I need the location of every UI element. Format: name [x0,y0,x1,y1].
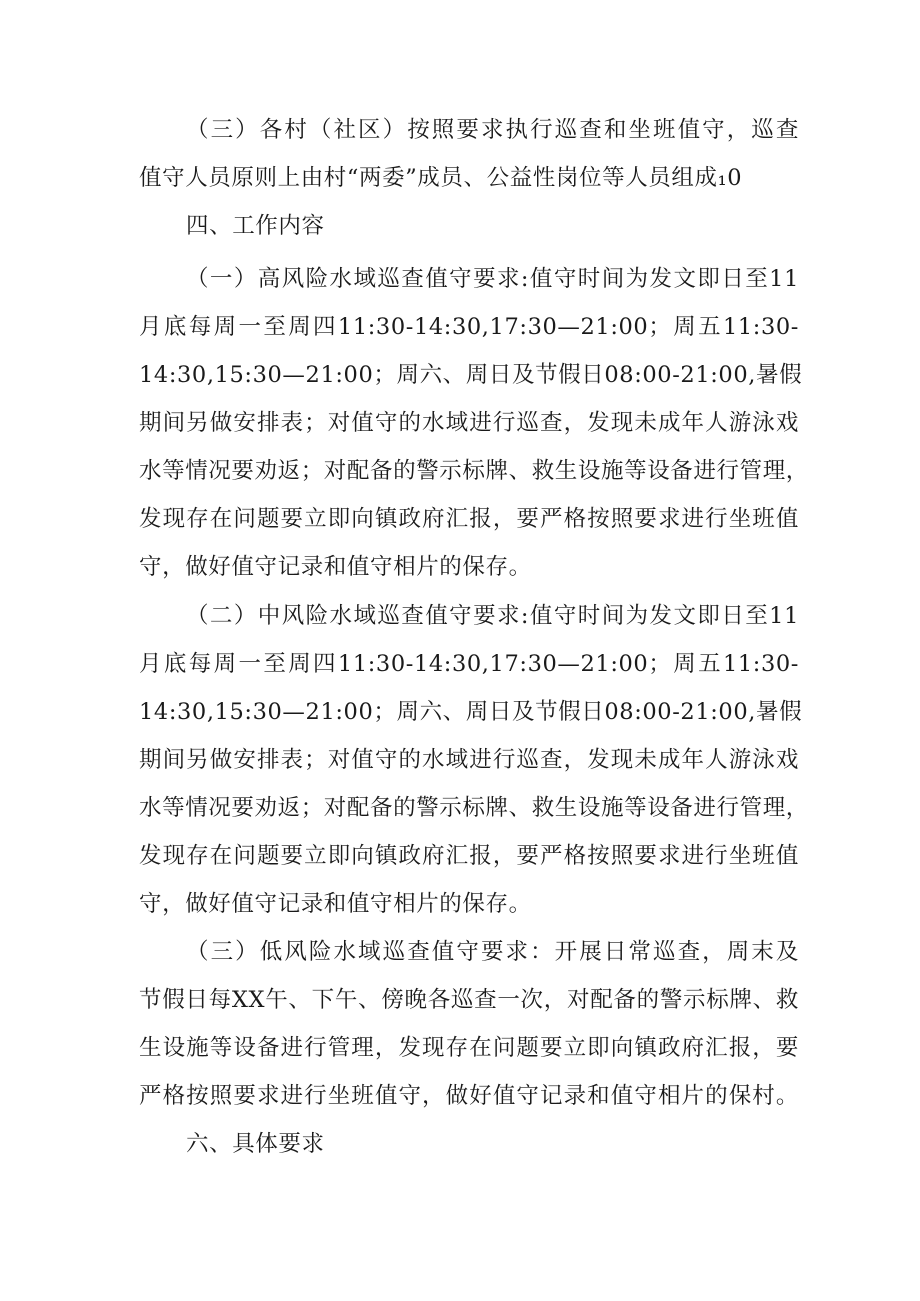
paragraph-line: 水等情况要劝返；对配备的警示标牌、救生设施等设备进行管理， [139,795,809,821]
paragraph-line: 月底每周一至周四11:30-14:30,17:30—21:00；周五11:30- [139,314,799,340]
paragraph-line: 守，做好值守记录和值守相片的保存。 [139,554,532,580]
paragraph-line: 生设施等设备进行管理，发现存在问题要立即向镇政府汇报，要 [139,1035,799,1061]
paragraph-line: 月底每周一至周四11:30-14:30,17:30—21:00；周五11:30- [139,651,799,677]
section-heading: 四、工作内容 [186,213,325,239]
paragraph-line: 严格按照要求进行坐班值守，做好值守记录和值守相片的保村。 [139,1083,799,1109]
section-heading: 六、具体要求 [186,1131,325,1157]
paragraph-line: （三）各村（社区）按照要求执行巡查和坐班值守，巡查 [186,117,799,143]
paragraph-line: （三）低风险水域巡查值守要求：开展日常巡查，周末及 [186,939,799,965]
paragraph-line: 守，做好值守记录和值守相片的保存。 [139,891,532,917]
paragraph-line: 水等情况要劝返；对配备的警示标牌、救生设施等设备进行管理， [139,458,809,484]
paragraph-line: 14:30,15:30—21:00；周六、周日及节假日08:00-21:00,暑假 [139,699,803,725]
paragraph-line: 发现存在问题要立即向镇政府汇报，要严格按照要求进行坐班值 [139,506,799,532]
paragraph-line: 节假日每XX午、下午、傍晚各巡查一次，对配备的警示标牌、救 [139,987,799,1013]
paragraph-line: （一）高风险水域巡查值守要求:值守时间为发文即日至11 [186,266,799,292]
paragraph-line: 期间另做安排表；对值守的水域进行巡查，发现未成年人游泳戏 [139,747,799,773]
paragraph-line: 期间另做安排表；对值守的水域进行巡查，发现未成年人游泳戏 [139,410,799,436]
paragraph-line: 值守人员原则上由村“两委”成员、公益性岗位等人员组成₁0 [139,165,743,191]
paragraph-line: 发现存在问题要立即向镇政府汇报，要严格按照要求进行坐班值 [139,843,799,869]
paragraph-line: 14:30,15:30—21:00；周六、周日及节假日08:00-21:00,暑假 [139,362,803,388]
paragraph-line: （二）中风险水域巡查值守要求:值守时间为发文即日至11 [186,603,799,629]
